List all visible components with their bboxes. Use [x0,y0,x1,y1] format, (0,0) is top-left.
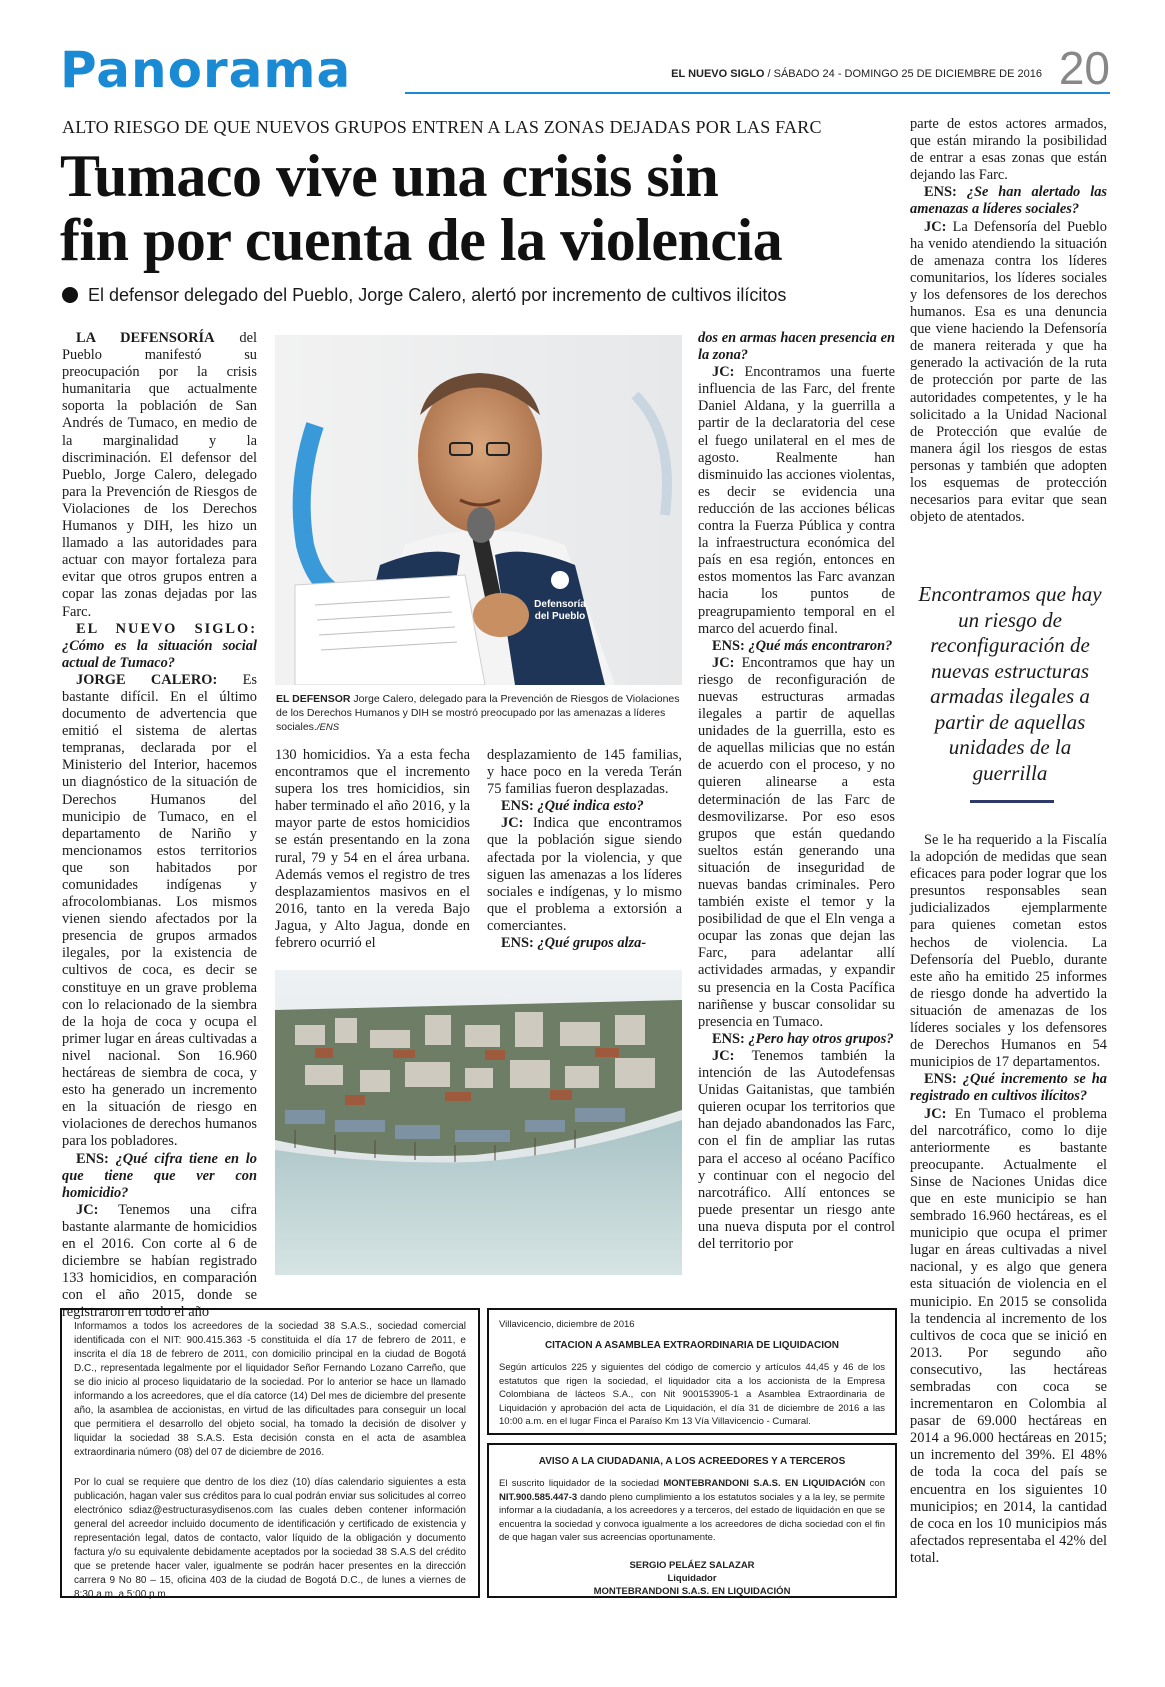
lead-caps: LA DEFENSORÍA [76,330,215,346]
answer: JC: Tenemos una cifra bastante alarmante de homicidios en el 2016. Con corte al 6 de diciembre se habían registrado 133 homicidios, en comparación con el año 2015, donde se registraron en todo el año [62,1201,257,1321]
defensor-photo-image [275,335,682,685]
answer: JC: En Tumaco el problema del narcotráfico, como lo dije anteriormente es bastante preocupante. Actualmente el Sinse de Naciones Unidas dice que en este municipio se han sembrado 16.960 hectáreas, es el municipio que ocupa el primer lugar en áreas cultivadas a nivel nacional, y es algo que genera esta situación de violencia en el municipio. En 2015 se consolida la tendencia al incremento de los cultivos de coca que se inició en 2013. Por segundo año consecutivo, las hectáreas sembradas con coca se incrementaron en Colombia al pasar de 69.000 hectáreas en 2014 a 96.000 hectáreas en 2015; un incremento del 39%. El 48% de toda la coca del país se encuentra en los siguientes 10 municipios; en 2014, la cantidad de coca en los 10 municipios más afectados representaba el 42% del total. [910,1105,1107,1566]
notice-paragraph-2: Por lo cual se requiere que dentro de los diez (10) días calendario siguientes a esta publicación, hagan valer sus créditos para lo cual podrán enviar sus solicitudes al correo electrónico sdiaz@estructurasydisenos.com las cuales deben contener información general del acreedor incluido documento de identificación y certificado de existencia y representación legal, datos de contacto, valor líquido de la obligación y documento factura y/o su equivalente debidamente aceptados por la sociedad 38 S.A.S del crédito que se pretende hacer valer, igualmente se podrán hacer presentes en la dirección carrera 9 No 80 – 15, oficina 403 de la ciudad de Bogotá D.C., de lunes a viernes de 8:30 a.m. a 5:00 p.m. [74,1477,466,1600]
vest-logo-text-1: Defensoría [534,599,586,610]
defensor-photo [275,335,682,685]
paper-name: EL NUEVO SIGLO [671,68,765,80]
question: ENS: ¿Qué incremento se ha registrado en cultivos ilícitos? [910,1071,1107,1105]
notice-title: CITACION A ASAMBLEA EXTRAORDINARIA DE LIQUIDACION [544,1340,840,1351]
issue-date: / SÁBADO 24 - DOMINGO 25 DE DICIEMBRE DE 2016 [764,68,1042,80]
masthead [60,40,1110,100]
signer-role: Liquidador [667,1572,717,1584]
notice-paragraph-1: Informamos a todos los acreedores de la sociedad 38 S.A.S., sociedad comercial identificada con el NIT: 900.415.363 -5 constituida el día 17 de febrero de 2011, e inscrita el día 18 de febrero de 2011, con domicilio principal en la ciudad de Bogotá D.C., representada legalmente por el liquidador Señor Fernando Lozano Carreño, que se dio inicio al proceso liquidatario de la sociedad. Por lo anterior se hace un llamado informando a los acreedores, que el día catorce (14) Del mes de diciembre del presente año, la asamblea de accionistas, en virtud de las dificultades para conseguir un local que permitiera el desarrollo del objeto social, ha tomado la decisión de disolver y liquidar la sociedad 38 S.A.S. Esta decisión consta en el acta de asamblea extraordinaria número (08) del 07 de diciembre de 2016. [74,1321,466,1458]
lead-paragraph: LA DEFENSORÍA del Pueblo manifestó su preocupación por la crisis humanitaria que actualmente soporta la población de San Andrés de Tumaco, en medio de la marginalidad y la discriminación. El defensor del Pueblo, Jorge Calero, delegado para la Prevención de Riesgos de Violaciones de los Derechos Humanos y DIH, les hizo un llamado a las autoridades para actuar con mayor fortaleza para evitar que otros grupos entren a copar las zonas dejadas por las Farc. [62,330,257,620]
signer-company: MONTEBRANDONI S.A.S. EN LIQUIDACIÓN [593,1585,791,1597]
answer: JORGE CALERO: Es bastante difícil. En el último documento de advertencia que emitió el sistema de alertas tempranas, declarada por el Ministerio del Interior, hacemos un diagnóstico de la situación de Derechos Humanos del municipio de Tumaco, en el departamento de Nariño y mencionamos estos territorios que son habitados por comunidades indígenas y afrocolombianas. Los mismos vienen siendo afectados por la presencia de grupos armados ilegales, por la existencia de cultivos de coca, es decir se constituye en un grave problema con lo relacionado de la siembra de la hoja de coca y ocupa el primer lugar en áreas cultivadas a nivel nacional. Son 16.960 hectáreas de siembra de coca, y esto ha generado un incremento en la situación de riesgo en violaciones de derechos humanos para los pobladores. [62,671,257,1150]
notice-asamblea [487,1308,897,1435]
column-4 [698,330,895,1253]
tumaco-aerial-photo [275,970,682,1275]
notice-title: AVISO A LA CIUDADANIA, A LOS ACREEDORES Y A TERCEROS [538,1456,846,1467]
question: ENS: ¿Qué indica esto? [501,798,644,815]
pull-quote: Encontramos que hay un riesgo de reconfiguración de nuevas estructuras armadas ilegales a partir de aquellas unidades de la guerrilla [918,582,1102,785]
answer: JC: La Defensoría del Pueblo ha venido atendiendo la situación de amenaza contra los líderes comunitarios, los líderes sociales y los defensores de los derechos humanos. Esa es una denuncia que viene haciendo la Defensoría de manera reiterada y que ha generado la activación de la ruta de protección por parte de las autoridades competentes, y le ha solicitado a la Unidad Nacional de Protección que evalúe de manera ágil los riesgos de estas personas y también que adopten los esquemas de protección necesarios para evitar que sean objeto de atentados. [910,218,1107,526]
section-title: Panorama [60,41,352,99]
tumaco-aerial-image [275,970,682,1275]
notice-body: Según artículos 225 y siguientes del código de comercio y artículos 44,45 y 46 de los estatutos que rigen la sociedad, el liquidador cita a los accionista de la Empresa Colombiana de lácteos S.A., con Nit 900153905-1 a Asamblea Extraordinaria de Liquidación y aprobación del acta de Liquidación, el día 31 de diciembre de 2016 a las 10:00 a.m. en el lugar Finca el Paraíso Km 13 Vía Villavicencio - Cumaral. [499,1362,885,1427]
deck-text: El defensor delegado del Pueblo, Jorge Calero, alertó por incremento de cultivos ilícitos [88,285,787,305]
paragraph: parte de estos actores armados, que están mirando la posibilidad de entrar a esas zonas que están dejando las Farc. [910,116,1107,184]
headline-line-2: fin por cuenta de la violencia [60,207,783,273]
question: ENS: ¿Qué cifra tiene en lo que tiene que ver con homicidio? [62,1150,257,1201]
notice-38-sas [60,1308,480,1598]
column-3 [487,747,682,952]
answer: JC: Indica que encontramos que la población sigue siendo afectada por la violencia, y que siguen las amenazas a los líderes sociales e indígenas, y lo mismo que el problema a extorsión a comerciantes. [487,815,682,934]
dateline [671,68,1042,80]
paragraph: Se le ha requerido a la Fiscalía la adopción de medidas que sean eficaces para poder lograr que los presuntos responsables sean judicializados ejemplarmente para quienes cometan estos hechos de violencia. La Defensoría del Pueblo, durante este año ha emitido 25 informes de riesgo donde ha advertido la situación de amenazas de los líderes sociales y los defensores de Derechos Humanos en 54 municipios de 17 departamentos. [910,832,1107,1071]
article-kicker: ALTO RIESGO DE QUE NUEVOS GRUPOS ENTREN A LAS ZONAS DEJADAS POR LAS FARC [62,117,822,137]
question: ENS: ¿Se han alertado las amenazas a líderes sociales? [910,184,1107,218]
column-5-bottom [910,832,1107,1567]
caption-label: EL DEFENSOR [276,693,351,705]
notice-signature [499,1559,885,1598]
column-5-top [910,116,1107,526]
answer: JC: Encontramos que hay un riesgo de reconfiguración de nuevas estructuras armadas ilegales a partir de aquellas unidades de la guerrilla, esto es de aquellas milicias que no están de acuerdo con el proceso, y no quieren alinearse a esta determinación de las Farc de desmovilizarse. Por eso esos grupos que están quedando sueltos están generando una situación de inseguridad de nuevas bandas criminales. Pero también existe el temor y la posibilidad de que el Eln venga a ocupar las zonas que dejan las Farc, para adelantar allí actividades armadas, y expandir su presencia en la Costa Pacífica nariñense y buscar consolidar su presencia en Tumaco. [698,654,895,1030]
headline-line-1: Tumaco vive una crisis sin [60,143,719,209]
column-1 [62,330,257,1321]
page-number: 20 [1058,42,1110,94]
header-rule [405,92,1110,94]
notice-montebrandoni [487,1443,897,1598]
photo-credit: /ENS [316,722,340,733]
vest-logo-text-2: del Pueblo [534,611,586,622]
pull-quote-rule [970,800,1054,803]
notice-body: El suscrito liquidador de la sociedad MONTEBRANDONI S.A.S. EN LIQUIDACIÓN con NIT.900.585.447-3 dando pleno cumplimiento a los estatutos sociales y a la ley, se permite informar a la ciudadanía, a los acreedores y a terceros, del estado de liquidación en que se encuentra la sociedad y convoca igualmente a los acreedores de dicha sociedad con el fin de que hagan valer sus acreencias oportunamente. [499,1478,885,1543]
question: ENS: ¿Qué más encontraron? [712,637,893,654]
article-deck [62,285,786,306]
photo-caption: EL DEFENSOR Jorge Calero, delegado para la Prevención de Riesgos de Violaciones de los Derechos Humanos y DIH se mostró preocupado por las amenazas a líderes sociales./ENS [276,693,680,733]
article-headline [60,144,890,272]
question: ENS: ¿Pero hay otros grupos? [712,1030,894,1047]
signer-name: SERGIO PELÁEZ SALAZAR [629,1559,755,1571]
paragraph: 130 homicidios. Ya a esta fecha encontramos que el incremento supera los tres homicidios, sin haber terminado el año 2016, y la mayor parte de estos homicidios se están presentando en la zona rural, 79 y 54 en el área urbana. Además vemos el registro de tres desplazamientos masivos en el 2016, tanto en la vereda Bajo Jagua, y Alto Jagua, donde en febrero ocurrió el [275,747,470,952]
paragraph: desplazamiento de 145 familias, y hace poco en la vereda Terán 75 familias fueron desplazadas. [487,747,682,798]
question-continued: dos en armas hacen presencia en la zona? [698,330,895,364]
bullet-icon [62,287,78,303]
answer: JC: Tenemos también la intención de las Autodefensas Unidas Gaitanistas, que también quieren ocupar los territorios que han dejado abandonados las Farc, con el fin de ampliar las rutas para el acceso al océano Pacífico y continuar con el negocio del narcotráfico. Allí entonces se puede presentar un riesgo ante una nueva disputa por el control del territorio por [698,1047,895,1252]
question: ENS: ¿Qué grupos alza- [501,935,647,952]
question: EL NUEVO SIGLO: ¿Cómo es la situación social actual de Tumaco? [62,620,257,671]
column-2 [275,747,470,952]
answer: JC: Encontramos una fuerte influencia de las Farc, del frente Daniel Aldana, y la guerrilla a partir de la declaratoria del cese el fuego unilateral en el mes de agosto. Realmente han disminuido las acciones violentas, es decir se evidencia una reducción de las acciones bélicas contra la Fuerza Pública y contra la infraestructura económica del país en esa región, entonces en estos momentos las Farc avanzan hacia los puntos de preagrupamiento temporal en el marco del acuerdo final. [698,364,895,637]
notice-place-date: Villavicencio, diciembre de 2016 [499,1319,635,1330]
